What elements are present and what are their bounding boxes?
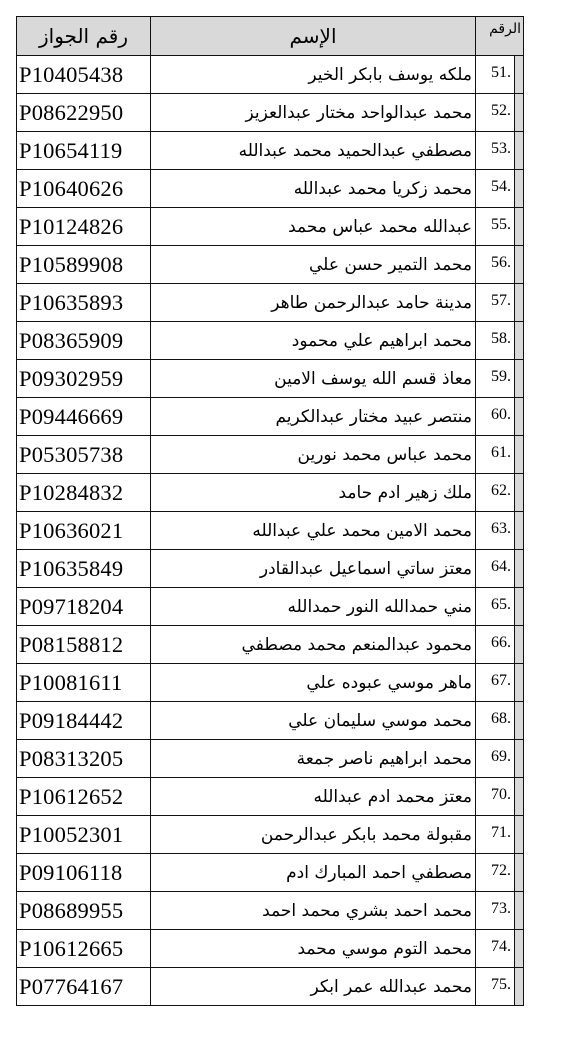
row-number-box	[476, 170, 515, 207]
row-number-box	[476, 626, 515, 663]
row-number-box	[476, 94, 515, 131]
passport-number-cell: P10640626	[17, 170, 151, 208]
table-row	[17, 132, 524, 170]
person-name-cell: محمد التوم موسي محمد	[151, 930, 476, 968]
row-number-box	[476, 436, 515, 473]
person-name-cell: مصطفي عبدالحميد محمد عبدالله	[151, 132, 476, 170]
person-name-cell: مصطفي احمد المبارك ادم	[151, 854, 476, 892]
table-row	[17, 208, 524, 246]
table-row	[17, 474, 524, 512]
row-number-box	[476, 968, 515, 1005]
table-row	[17, 702, 524, 740]
row-number: 62.	[491, 482, 511, 499]
passport-list-sheet	[16, 16, 523, 1006]
row-number: 56.	[491, 254, 511, 271]
table-row	[17, 284, 524, 322]
row-number-box	[476, 512, 515, 549]
header-row	[17, 17, 524, 56]
row-number-box	[476, 702, 515, 739]
passport-number-cell: P10589908	[17, 246, 151, 284]
person-name-cell: محمد موسي سليمان علي	[151, 702, 476, 740]
header-row-number: الرقم	[476, 17, 524, 56]
row-number-box	[476, 132, 515, 169]
row-number: 55.	[491, 216, 511, 233]
person-name-cell: مدينة حامد عبدالرحمن طاهر	[151, 284, 476, 322]
row-number-cell	[476, 702, 524, 740]
row-number: 73.	[491, 900, 511, 917]
table-row	[17, 94, 524, 132]
row-number: 53.	[491, 140, 511, 157]
row-number-cell	[476, 284, 524, 322]
passport-number-cell: P10081611	[17, 664, 151, 702]
row-number-cell	[476, 474, 524, 512]
row-number-cell	[476, 740, 524, 778]
passport-number-cell: P10612665	[17, 930, 151, 968]
person-name-cell: محمد احمد بشري محمد احمد	[151, 892, 476, 930]
row-number: 65.	[491, 596, 511, 613]
passport-table	[16, 16, 524, 1006]
table-row	[17, 588, 524, 626]
table-row	[17, 892, 524, 930]
person-name-cell: محمد ابراهيم علي محمود	[151, 322, 476, 360]
person-name-cell: محمود عبدالمنعم محمد مصطفي	[151, 626, 476, 664]
row-number: 51.	[491, 64, 511, 81]
passport-number-cell: P07764167	[17, 968, 151, 1006]
person-name-cell: مني حمدالله النور حمدالله	[151, 588, 476, 626]
row-number-box	[476, 778, 515, 815]
row-number-cell	[476, 626, 524, 664]
person-name-cell: معتز ساتي اسماعيل عبدالقادر	[151, 550, 476, 588]
passport-number-cell: P09718204	[17, 588, 151, 626]
row-number-box	[476, 398, 515, 435]
person-name-cell: محمد عبدالواحد مختار عبدالعزيز	[151, 94, 476, 132]
passport-number-cell: P08158812	[17, 626, 151, 664]
table-row	[17, 778, 524, 816]
table-row	[17, 56, 524, 94]
row-number-box	[476, 930, 515, 967]
person-name-cell: منتصر عبيد مختار عبدالكريم	[151, 398, 476, 436]
person-name-cell: ماهر موسي عبوده علي	[151, 664, 476, 702]
table-row	[17, 436, 524, 474]
passport-number-cell: P08365909	[17, 322, 151, 360]
table-body	[17, 56, 524, 1006]
passport-number-cell: P05305738	[17, 436, 151, 474]
table-row	[17, 854, 524, 892]
passport-number-cell: P10636021	[17, 512, 151, 550]
row-number-box	[476, 664, 515, 701]
table-row	[17, 930, 524, 968]
person-name-cell: محمد الامين محمد علي عبدالله	[151, 512, 476, 550]
row-number-cell	[476, 854, 524, 892]
row-number-cell	[476, 664, 524, 702]
row-number-cell	[476, 512, 524, 550]
row-number-cell	[476, 930, 524, 968]
passport-number-cell: P09106118	[17, 854, 151, 892]
row-number-cell	[476, 132, 524, 170]
row-number-cell	[476, 170, 524, 208]
table-row	[17, 968, 524, 1006]
person-name-cell: عبدالله محمد عباس محمد	[151, 208, 476, 246]
row-number-box	[476, 854, 515, 891]
passport-number-cell: P10654119	[17, 132, 151, 170]
row-number: 64.	[491, 558, 511, 575]
passport-number-cell: P09184442	[17, 702, 151, 740]
row-number-box	[476, 360, 515, 397]
row-number: 52.	[491, 102, 511, 119]
table-row	[17, 322, 524, 360]
table-row	[17, 246, 524, 284]
row-number: 59.	[491, 368, 511, 385]
passport-number-cell: P10124826	[17, 208, 151, 246]
person-name-cell: ملك زهير ادم حامد	[151, 474, 476, 512]
passport-number-cell: P09302959	[17, 360, 151, 398]
row-number: 68.	[491, 710, 511, 727]
passport-number-cell: P10635849	[17, 550, 151, 588]
table-row	[17, 664, 524, 702]
row-number-box	[476, 892, 515, 929]
row-number-cell	[476, 94, 524, 132]
person-name-cell: محمد ابراهيم ناصر جمعة	[151, 740, 476, 778]
row-number-cell	[476, 588, 524, 626]
row-number-cell	[476, 892, 524, 930]
person-name-cell: محمد التمير حسن علي	[151, 246, 476, 284]
table-row	[17, 740, 524, 778]
table-row	[17, 550, 524, 588]
passport-number-cell: P09446669	[17, 398, 151, 436]
row-number: 58.	[491, 330, 511, 347]
row-number-cell	[476, 398, 524, 436]
row-number-cell	[476, 322, 524, 360]
row-number-box	[476, 474, 515, 511]
passport-number-cell: P08622950	[17, 94, 151, 132]
row-number: 71.	[491, 824, 511, 841]
row-number: 69.	[491, 748, 511, 765]
person-name-cell: معاذ قسم الله يوسف الامين	[151, 360, 476, 398]
row-number: 75.	[491, 976, 511, 993]
row-number: 61.	[491, 444, 511, 461]
passport-number-cell: P10405438	[17, 56, 151, 94]
passport-number-cell: P10052301	[17, 816, 151, 854]
row-number-box	[476, 816, 515, 853]
header-name: الإسم	[151, 17, 476, 56]
table-row	[17, 360, 524, 398]
person-name-cell: معتز محمد ادم عبدالله	[151, 778, 476, 816]
row-number-cell	[476, 550, 524, 588]
row-number: 66.	[491, 634, 511, 651]
row-number-box	[476, 246, 515, 283]
row-number: 70.	[491, 786, 511, 803]
person-name-cell: ملكه يوسف بابكر الخير	[151, 56, 476, 94]
passport-number-cell: P08689955	[17, 892, 151, 930]
row-number-box	[476, 284, 515, 321]
person-name-cell: محمد زكريا محمد عبدالله	[151, 170, 476, 208]
passport-number-cell: P10612652	[17, 778, 151, 816]
row-number-cell	[476, 56, 524, 94]
row-number-cell	[476, 360, 524, 398]
passport-number-cell: P10284832	[17, 474, 151, 512]
table-row	[17, 816, 524, 854]
row-number-cell	[476, 816, 524, 854]
person-name-cell: محمد عباس محمد نورين	[151, 436, 476, 474]
row-number: 67.	[491, 672, 511, 689]
row-number-box	[476, 322, 515, 359]
row-number: 60.	[491, 406, 511, 423]
row-number-cell	[476, 778, 524, 816]
row-number: 74.	[491, 938, 511, 955]
row-number: 72.	[491, 862, 511, 879]
table-row	[17, 398, 524, 436]
row-number: 63.	[491, 520, 511, 537]
row-number-box	[476, 56, 515, 93]
row-number: 54.	[491, 178, 511, 195]
row-number-box	[476, 550, 515, 587]
table-row	[17, 626, 524, 664]
row-number-box	[476, 208, 515, 245]
row-number-box	[476, 740, 515, 777]
passport-number-cell: P08313205	[17, 740, 151, 778]
header-passport-number: رقم الجواز	[17, 17, 151, 56]
table-row	[17, 512, 524, 550]
row-number-cell	[476, 436, 524, 474]
person-name-cell: مقبولة محمد بابكر عبدالرحمن	[151, 816, 476, 854]
row-number: 57.	[491, 292, 511, 309]
passport-number-cell: P10635893	[17, 284, 151, 322]
row-number-box	[476, 588, 515, 625]
row-number-cell	[476, 246, 524, 284]
person-name-cell: محمد عبدالله عمر ابكر	[151, 968, 476, 1006]
table-row	[17, 170, 524, 208]
row-number-cell	[476, 968, 524, 1006]
row-number-cell	[476, 208, 524, 246]
